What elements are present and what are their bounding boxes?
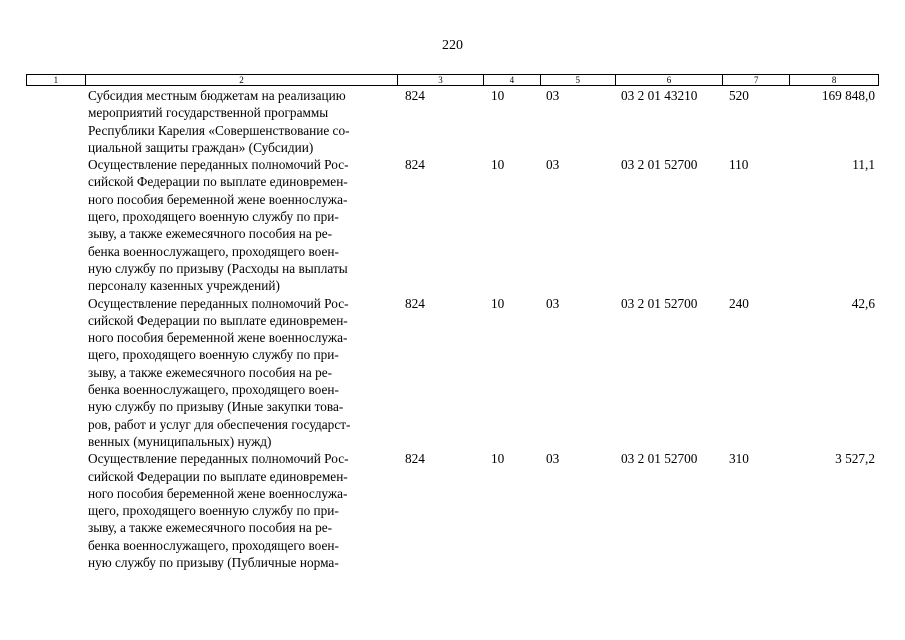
- description-line: ного пособия беременной жене военнослужа-: [88, 485, 348, 501]
- row-description: [88, 156, 388, 294]
- description-line: бенка военнослужащего, проходящего воен-: [88, 243, 339, 259]
- description-line: Республики Карелия «Совершенствование со-: [88, 122, 350, 138]
- description-line: ную службу по призыву (Расходы на выплаты: [88, 260, 348, 276]
- col7-expense-type: 520: [729, 88, 749, 103]
- table-header-row: [26, 74, 879, 86]
- description-line: бенка военнослужащего, проходящего воен-: [88, 537, 339, 553]
- description-line: персоналу казенных учреждений): [88, 278, 280, 294]
- col6-target-article: 03 2 01 52700: [621, 451, 698, 467]
- description-line: щего, проходящего военную службу по при-: [88, 503, 339, 519]
- description-line: ного пособия беременной жене военнослужа-: [88, 330, 348, 346]
- col5-subsection: 03: [546, 88, 560, 103]
- col8-amount: 42,6: [851, 295, 875, 311]
- header-cell-8: 8: [831, 75, 837, 85]
- col8-amount: 169 848,0: [821, 88, 875, 103]
- description-line: Осуществление переданных полномочий Рос-: [88, 157, 349, 173]
- description-line: ного пособия беременной жене военнослужа-: [88, 191, 348, 207]
- description-line: сийской Федерации по выплате единовремен-: [88, 174, 348, 190]
- col4-section: 10: [491, 451, 505, 467]
- description-line: зыву, а также ежемесячного пособия на ре-: [88, 364, 333, 380]
- col6-target-article: 03 2 01 52700: [621, 157, 698, 173]
- description-line: Осуществление переданных полномочий Рос-: [88, 295, 349, 311]
- description-line: щего, проходящего военную службу по при-: [88, 209, 339, 225]
- description-line: ров, работ и услуг для обеспечения государст-: [88, 416, 351, 432]
- description-line: щего, проходящего военную службу по при-: [88, 347, 339, 363]
- col7-expense-type: 310: [729, 451, 749, 467]
- header-cell-5: 5: [541, 75, 616, 85]
- col5-subsection: 03: [546, 451, 560, 467]
- description-line: сийской Федерации по выплате единовремен-: [88, 468, 348, 484]
- description-line: венных (муниципальных) нужд): [88, 433, 272, 449]
- col6-target-article: 03 2 01 43210: [621, 88, 698, 103]
- col7-expense-type: 110: [729, 157, 749, 173]
- header-cell-6: 6: [616, 75, 724, 85]
- col5-subsection: 03: [546, 157, 560, 173]
- description-line: Осуществление переданных полномочий Рос-: [88, 451, 349, 467]
- description-line: Субсидия местным бюджетам на реализацию: [88, 88, 346, 103]
- col6-target-article: 03 2 01 52700: [621, 295, 698, 311]
- description-line: мероприятий государственной программы: [88, 105, 329, 121]
- row-description: [88, 295, 388, 451]
- col5-subsection: 03: [546, 295, 560, 311]
- description-line: циальной защиты граждан» (Субсидии): [88, 139, 314, 155]
- description-line: зыву, а также ежемесячного пособия на ре-: [88, 226, 333, 242]
- header-cell-2: 2: [86, 75, 398, 85]
- col7-expense-type: 240: [729, 295, 749, 311]
- header-cell-1: 1: [27, 75, 86, 85]
- description-line: ную службу по призыву (Публичные норма-: [88, 555, 339, 571]
- col4-section: 10: [491, 88, 505, 103]
- col3-code: 824: [405, 451, 425, 467]
- col3-code: 824: [405, 88, 425, 103]
- description-line: бенка военнослужащего, проходящего воен-: [88, 382, 339, 398]
- col4-section: 10: [491, 157, 505, 173]
- col8-amount: 11,1: [852, 157, 875, 173]
- col3-code: 824: [405, 157, 425, 173]
- header-cell-7: 7: [723, 75, 790, 85]
- description-line: зыву, а также ежемесячного пособия на ре-: [88, 520, 333, 536]
- col3-code: 824: [405, 295, 425, 311]
- row-description: [88, 450, 388, 571]
- description-line: сийской Федерации по выплате единовремен-: [88, 312, 348, 328]
- description-line: ную службу по призыву (Иные закупки това-: [88, 399, 344, 415]
- col4-section: 10: [491, 295, 505, 311]
- page-number: 220: [442, 38, 463, 53]
- row-description: [88, 87, 388, 156]
- col8-amount: 3 527,2: [835, 451, 875, 467]
- header-cell-3: 3: [398, 75, 484, 85]
- header-cell-4: 4: [484, 75, 541, 85]
